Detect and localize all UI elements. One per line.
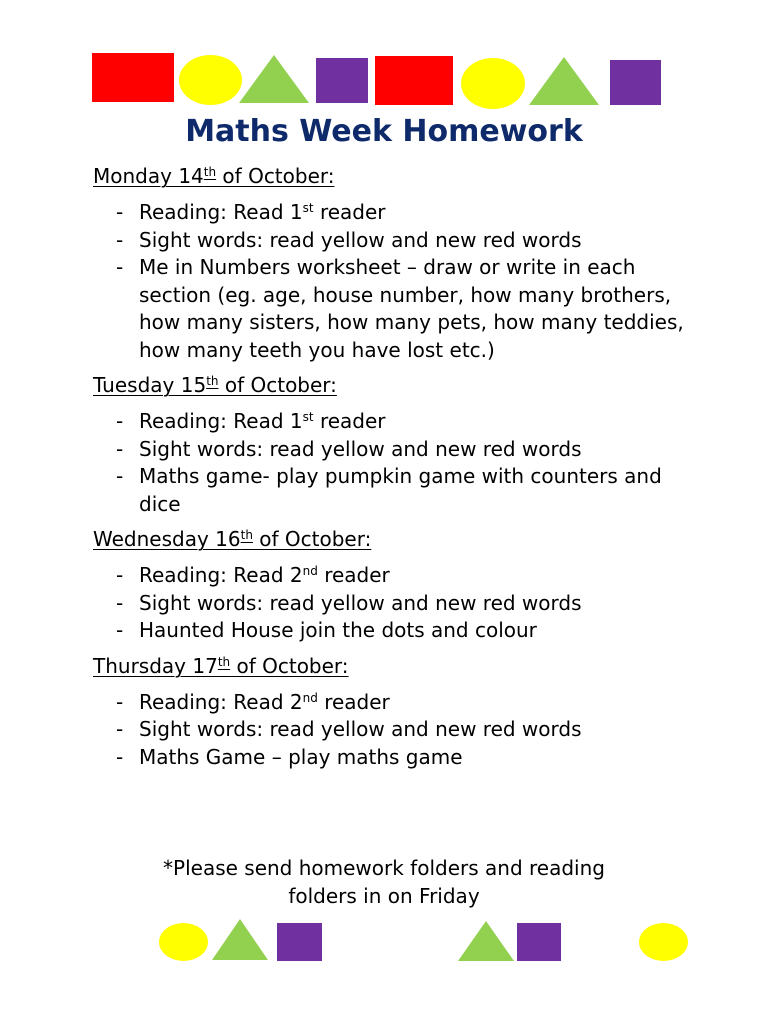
day-heading-text: Monday 14: [93, 164, 204, 188]
dash-bullet: -: [116, 464, 124, 488]
day-heading-ordinal: th: [203, 165, 217, 179]
dash-bullet: -: [116, 563, 124, 587]
task-text-end: reader: [317, 563, 390, 587]
yellow-circle-shape: [159, 923, 208, 961]
task-text-end: reader: [313, 409, 386, 433]
purple-square-shape: [316, 58, 368, 103]
task-text: Reading: Read 1: [139, 200, 303, 224]
task-item: [93, 199, 693, 227]
task-ordinal: st: [302, 410, 314, 424]
reminder-note-line-2: folders in on Friday: [288, 883, 480, 908]
task-text: Haunted House join the dots and colour: [139, 618, 537, 642]
dash-bullet: -: [116, 590, 124, 615]
dash-bullet: -: [116, 717, 124, 741]
green-triangle-shape: [458, 921, 514, 961]
task-item: [93, 562, 693, 590]
yellow-circle-shape: [639, 923, 688, 961]
task-text: Maths Game – play maths game: [139, 744, 463, 769]
task-text: Sight words: read yellow and new red words: [139, 436, 582, 461]
reminder-note: [0, 855, 768, 910]
task-item: [93, 716, 693, 744]
task-item: [93, 436, 693, 464]
day-heading: [93, 371, 693, 399]
yellow-circle-shape: [461, 58, 525, 109]
task-item: [93, 744, 693, 772]
day-heading-rest: of October:: [252, 527, 372, 551]
task-ordinal: st: [302, 201, 314, 215]
task-text: Me in Numbers worksheet – draw or write in each section (eg. age, house number, how many brothers, how many sisters, how many pets, how many teddies, how many teeth you have lost etc.): [139, 255, 684, 362]
task-item: [93, 689, 693, 717]
task-text-end: reader: [317, 689, 390, 714]
red-rectangle-shape: [92, 53, 174, 102]
task-list: [93, 408, 693, 518]
homework-list: [93, 162, 693, 778]
yellow-circle-shape: [179, 55, 242, 105]
task-item: [93, 254, 693, 364]
dash-bullet: -: [116, 409, 124, 433]
reminder-note-line-1: *Please send homework folders and reading: [163, 856, 605, 880]
task-text: Reading: Read 2: [139, 563, 303, 587]
day-heading-rest: of October:: [218, 373, 337, 397]
task-ordinal: nd: [302, 690, 318, 705]
dash-bullet: -: [116, 744, 124, 769]
purple-square-shape: [517, 923, 561, 961]
task-text-end: reader: [313, 200, 386, 224]
task-list: [93, 689, 693, 772]
task-item: [93, 408, 693, 436]
purple-square-shape: [610, 60, 661, 105]
green-triangle-shape: [529, 57, 599, 105]
task-text: Reading: Read 1: [139, 409, 303, 433]
task-text: Sight words: read yellow and new red words: [139, 717, 582, 741]
day-heading-text: Tuesday 15: [93, 373, 207, 397]
task-ordinal: nd: [302, 564, 318, 578]
day-heading-ordinal: th: [217, 654, 231, 669]
dash-bullet: -: [116, 689, 124, 714]
dash-bullet: -: [116, 227, 124, 252]
green-triangle-shape: [239, 55, 309, 103]
day-heading-rest: of October:: [230, 653, 349, 678]
task-item: [93, 227, 693, 255]
dash-bullet: -: [116, 436, 124, 461]
dash-bullet: -: [116, 200, 124, 224]
task-text: Maths game- play pumpkin game with counters and dice: [139, 464, 662, 516]
day-heading: [93, 162, 693, 190]
task-item: [93, 463, 693, 518]
red-rectangle-shape: [375, 56, 453, 105]
dash-bullet: -: [116, 255, 124, 279]
page-title: Maths Week Homework: [185, 114, 583, 149]
task-item: [93, 617, 693, 645]
day-heading-rest: of October:: [216, 164, 335, 188]
task-text: Sight words: read yellow and new red words: [139, 590, 582, 615]
day-heading-ordinal: th: [206, 374, 219, 388]
task-list: [93, 562, 693, 645]
day-heading-ordinal: th: [240, 528, 253, 542]
day-heading-text: Thursday 17: [93, 653, 218, 678]
task-text: Reading: Read 2: [139, 689, 303, 714]
task-list: [93, 199, 693, 364]
dash-bullet: -: [116, 618, 124, 642]
green-triangle-shape: [212, 919, 268, 960]
task-text: Sight words: read yellow and new red words: [139, 227, 582, 252]
purple-square-shape: [277, 923, 322, 961]
task-item: [93, 590, 693, 618]
day-heading-text: Wednesday 16: [93, 527, 241, 551]
day-heading: [93, 525, 693, 553]
day-heading: [93, 652, 693, 680]
